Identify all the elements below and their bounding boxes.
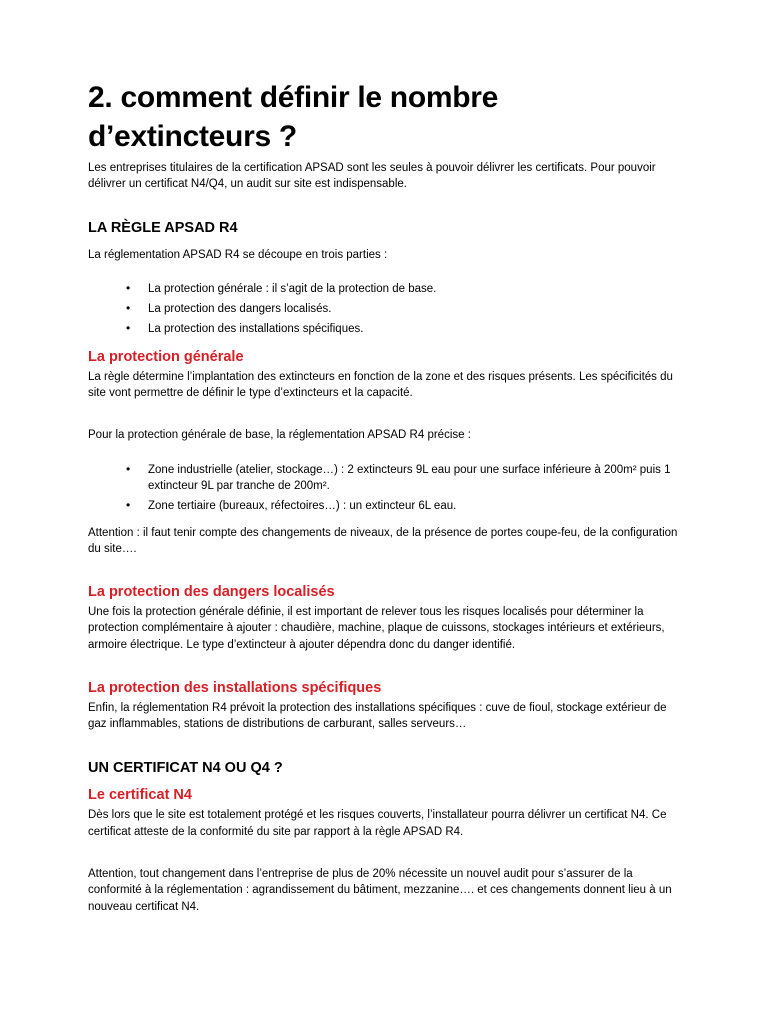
subsection-heading-certificat-n4: Le certificat N4	[88, 787, 192, 804]
section-heading-certificat: UN CERTIFICAT N4 OU Q4 ?	[88, 759, 283, 776]
section-heading-apsad-r4: LA RÈGLE APSAD R4	[88, 219, 238, 236]
subsection-paragraph: La règle détermine l’implantation des extincteurs en fonction de la zone et des risques présents. Les spécificités du site vont permettre de définir le type d’extincteurs et la capacité.	[88, 370, 673, 399]
page-title: 2. comment définir le nombre d’extincteurs ?	[88, 81, 499, 153]
subsection-paragraph: Une fois la protection générale définie, il est important de relever tous les risques localisés pour déterminer la protection complémentaire à ajouter : chaudière, machine, plaque de cuissons, stockages intérieurs et extérieurs, armoire électrique. Le type d’extincteur à ajouter dépendra donc du danger identifié.	[88, 606, 665, 651]
spacer	[88, 401, 680, 427]
list-item-label: • La protection des installations spécifiques.	[148, 323, 364, 336]
subsection-paragraph: Attention, tout changement dans l’entreprise de plus de 20% nécessite un nouvel audit pour s’assurer de la conformité à la réglementation : agrandissement du bâtiment, mezzanine…. et ces changements donnent lieu à un nouveau certificat N4.	[88, 867, 672, 913]
bullet-list-parties	[88, 281, 680, 338]
section-lead-apsad-r4: La réglementation APSAD R4 se découpe en trois parties :	[88, 248, 388, 261]
list-item	[148, 281, 680, 297]
list-item-label: • Zone industrielle (atelier, stockage…) : 2 extincteurs 9L eau pour une surface inférieure à 200m² puis 1 extincteur 9L par tranche de 200m².	[148, 463, 671, 492]
subsection-heading-dangers-localises: La protection des dangers localisés	[88, 584, 335, 601]
spacer	[88, 557, 680, 583]
list-item-label: • Zone tertiaire (bureaux, réfectoires…) : un extincteur 6L eau.	[148, 500, 457, 513]
intro-paragraph: Les entreprises titulaires de la certification APSAD sont les seules à pouvoir délivrer les certificats. Pour pouvoir délivrer un certificat N4/Q4, un audit sur site est indispensable.	[88, 162, 656, 191]
list-item	[148, 301, 680, 317]
list-item-label: • La protection générale : il s’agit de la protection de base.	[148, 282, 437, 295]
spacer	[88, 733, 680, 759]
spacer	[88, 840, 680, 866]
list-item	[148, 321, 680, 337]
subsection-closing-note: Attention : il faut tenir compte des changements de niveaux, de la présence de portes coupe-feu, de la configuration du site….	[88, 526, 678, 555]
spacer	[88, 653, 680, 679]
spacer	[88, 193, 680, 219]
subsection-paragraph: Pour la protection générale de base, la réglementation APSAD R4 précise :	[88, 429, 471, 442]
bullet-list-zones	[88, 462, 680, 515]
subsection-paragraph: Dès lors que le site est totalement protégé et les risques couverts, l’installateur pourra délivrer un certificat N4. Ce certificat atteste de la conformité du site par rapport à la règle APSAD R4.	[88, 809, 667, 838]
list-item-label: • La protection des dangers localisés.	[148, 303, 332, 316]
spacer	[88, 263, 680, 281]
list-item	[148, 462, 680, 495]
spacer	[88, 444, 680, 462]
list-item	[148, 498, 680, 514]
subsection-heading-protection-generale: La protection générale	[88, 348, 244, 365]
subsection-paragraph: Enfin, la réglementation R4 prévoit la protection des installations spécifiques : cuve de fioul, stockage extérieur de gaz inflammables, stations de distributions de carburant, salles serveurs…	[88, 701, 667, 731]
subsection-heading-installations-specifiques: La protection des installations spécifiques	[88, 680, 382, 697]
